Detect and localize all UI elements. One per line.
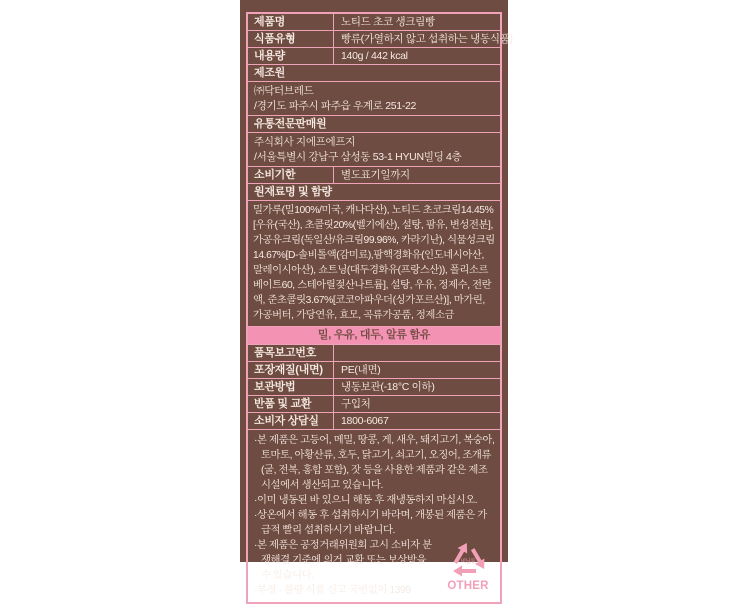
note-item: · 부정 · 불량 식품 신고 국번없이 1399 xyxy=(254,583,495,598)
recycling-mark xyxy=(441,538,495,594)
row-label: 소비기한 xyxy=(248,167,334,183)
recycling-material-label: OTHER xyxy=(447,579,489,592)
table-row xyxy=(248,30,513,47)
table-row xyxy=(248,47,500,64)
table-row xyxy=(248,412,500,429)
returns-value: 구입처 xyxy=(341,397,371,410)
row-label: 제품명 xyxy=(248,14,334,30)
table-row xyxy=(248,64,500,81)
packaging-value: PE(내면) xyxy=(341,363,381,376)
table-row xyxy=(248,395,500,412)
storage-value: 냉동보관(-18°C 이하) xyxy=(341,380,435,393)
table-row xyxy=(248,361,500,378)
product-name-value: 노티드 초코 생크림빵 xyxy=(341,16,435,28)
ingredients-section-label: 원재료명 및 함량 xyxy=(254,186,332,198)
report-number-value xyxy=(334,345,500,361)
table-row xyxy=(248,429,500,602)
distributor-name: 주식회사 지에프에프지 xyxy=(254,136,356,148)
note-item: · 본 제품은 고등어, 메밀, 땅콩, 게, 새우, 돼지고기, 복숭아, 토마토, 아황산류, 호두, 닭고기, 쇠고기, 오징어, 조개류(굴, 전복, 홍합 포함), 잣 등을 사용한 제품과 같은 제조시설에서 생산되고 있습니다. xyxy=(254,433,495,493)
table-row xyxy=(248,132,500,166)
note-item: · 이미 냉동된 바 있으니 해동 후 재냉동하지 마십시오. xyxy=(254,493,495,508)
manufacturer-info xyxy=(248,82,422,115)
row-label: 포장재질(내면) xyxy=(248,362,334,378)
row-label: 보관방법 xyxy=(248,379,334,395)
ingredients-text: 밀가루(밀100%/미국, 캐나다산), 노티드 초코크림14.45%[우유(국산), 초콜릿20%(벨기에산), 설탕, 팜유, 변성전분], 가공유크림(독일산/유크림99.96%, 카라기난), 식물성크림14.67%[D-솔비톨액(감미료),팜핵경화유(인도네시아산, 말레이시아산), 쇼트닝(대두경화유(프랑스산)), 폴리소르베이트60, 스테아릴젖산나트륨], 설탕, 우유, 정제수, 전란액, 준초콜릿3.67%[코코아파우더(싱가포르산)], 마가린, 가공버터, 가당연유, 효모, 곡류가공품, 정제소금 xyxy=(253,205,495,321)
manufacturer-section-label: 제조원 xyxy=(254,67,285,79)
product-info-table xyxy=(246,12,513,604)
note-item: · 본 제품은 공정거래위원회 고시 소비자 분쟁해결 기준에 의거 교환 또는 보상받을 수 있습니다. xyxy=(254,538,495,583)
table-row xyxy=(248,344,500,361)
table-row xyxy=(248,14,500,30)
row-label: 식품유형 xyxy=(248,31,334,47)
consumer-notes xyxy=(248,430,500,602)
table-row xyxy=(248,378,500,395)
recycling-icon xyxy=(445,538,491,578)
row-label: 소비자 상담실 xyxy=(248,413,334,429)
table-row xyxy=(248,81,500,115)
expiry-value: 별도표기일까지 xyxy=(341,169,410,181)
net-content-value: 140g / 442 kcal xyxy=(341,50,408,62)
manufacturer-address: /경기도 파주시 파주읍 우계로 251-22 xyxy=(254,99,417,112)
recycling-inner-label: 비닐류 xyxy=(460,558,476,565)
table-row xyxy=(248,200,500,326)
food-type-value: 빵류(가열하지 않고 섭취하는 냉동식품) xyxy=(341,33,513,45)
distributor-info xyxy=(248,133,467,166)
table-row xyxy=(248,115,500,132)
row-label: 반품 및 교환 xyxy=(248,396,334,412)
table-row xyxy=(248,183,500,200)
note-item: · 상온에서 해동 후 섭취하시기 바라며, 개봉된 제품은 가급적 빨리 섭취하시기 바랍니다. xyxy=(254,508,495,538)
distributor-address: /서울특별시 강남구 삼성동 53-1 HYUN빌딩 4층 xyxy=(254,150,462,163)
row-label: 품목보고번호 xyxy=(248,345,334,361)
manufacturer-name: ㈜닥터브레드 xyxy=(254,85,314,97)
row-label: 내용량 xyxy=(248,48,334,64)
customer-service-value: 1800-6067 xyxy=(341,414,389,427)
distributor-section-label: 유통전문판매원 xyxy=(254,118,327,130)
product-label-panel xyxy=(240,0,513,596)
table-row xyxy=(248,166,500,183)
allergen-notice: 밀, 우유, 대두, 알류 함유 xyxy=(248,326,500,344)
